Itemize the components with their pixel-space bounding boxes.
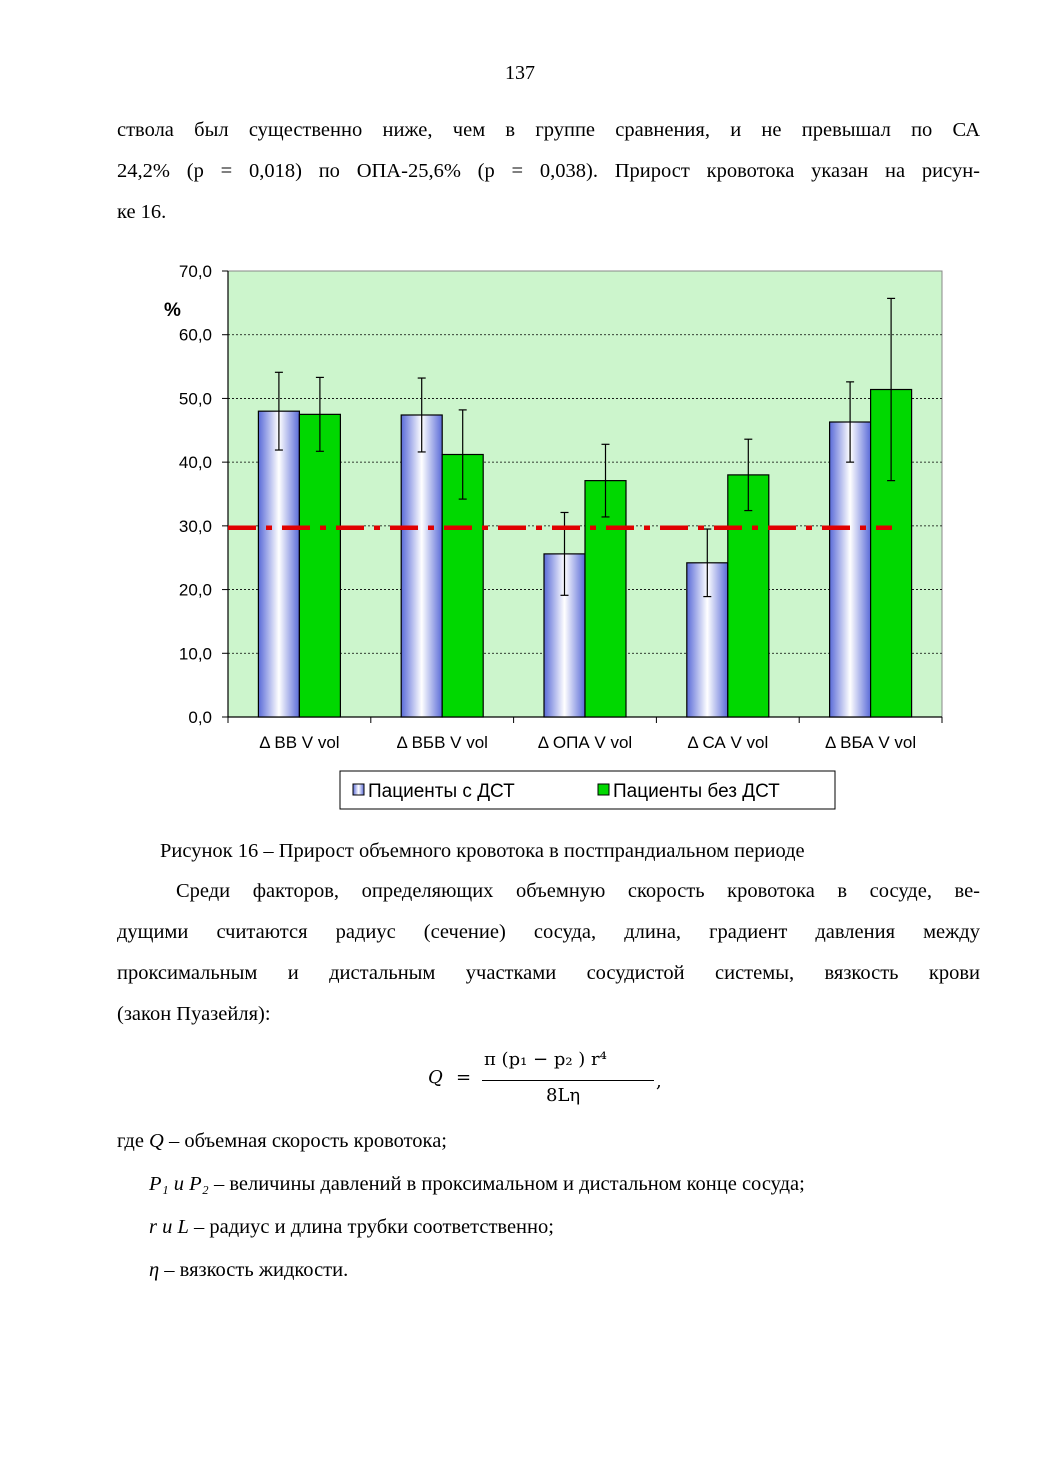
body-line: (закон Пуазейля): [117,1003,271,1025]
body-line: проксимальным и дистальным участками сосудистой системы, вязкость крови [117,962,980,984]
formula-denominator: 8Lη [546,1085,581,1106]
formula-comma: , [656,1071,662,1092]
intro-line: 24,2% (p = 0,018) по ОПА-25,6% (p = 0,038). Прирост кровотока указан на рисун- [117,160,980,182]
y-axis-label: % [164,300,181,321]
bar-dst [830,422,871,717]
body-line: дущими считаются радиус (сечение) сосуда, длина, градиент давления между [117,921,980,943]
x-tick-label: Δ ВБВ V vol [396,733,488,752]
y-tick-label: 30,0 [178,516,212,536]
x-tick-label: Δ ОПА V vol [537,733,633,752]
y-tick-label: 70,0 [178,262,212,281]
x-tick-label: Δ СА V vol [687,733,769,752]
y-tick-label: 0,0 [188,708,212,727]
chart-svg [150,255,950,820]
definition-text: – вязкость жидкости. [159,1259,349,1281]
definition-text: – объемная скорость кровотока; [163,1130,447,1152]
definitions-list [117,1120,805,1292]
definition-symbol: Q [149,1130,164,1152]
body-line: Среди факторов, определяющих объемную скорость кровотока в сосуде, ве- [176,880,980,902]
legend-swatch [353,784,364,795]
formula-lhs: Q [428,1067,443,1088]
legend-label: Пациенты с ДСТ [368,781,515,802]
definition-viscosity [117,1249,805,1292]
intro-paragraph [117,110,980,233]
formula-numerator: π (p₁ − p₂ ) r⁴ [484,1049,607,1070]
fraction-bar [482,1080,654,1081]
y-tick-label: 50,0 [178,389,212,409]
definition-radius-length [117,1206,805,1249]
body-paragraph [117,871,980,1035]
definition-symbol: r и L [149,1216,189,1238]
definition-pressures [117,1163,805,1206]
formula-equals: = [456,1067,472,1088]
figure-caption: Рисунок 16 – Прирост объемного кровотока в постпрандиальном периоде [160,840,805,862]
y-tick-label: 10,0 [178,644,212,664]
legend-label: Пациенты без ДСТ [613,781,780,802]
bar-dst [401,415,442,717]
y-tick-label: 40,0 [178,453,212,473]
page-number: 137 [505,62,535,84]
definition-q [117,1120,805,1163]
x-tick-label: Δ ВВ V vol [259,733,340,752]
x-tick-label: Δ ВБА V vol [825,733,917,752]
y-tick-label: 60,0 [178,325,212,345]
poiseuille-formula [428,1047,668,1117]
definition-symbol: η [149,1259,160,1281]
legend-swatch [598,784,609,795]
bar-chart [150,255,950,820]
definition-prefix: где [117,1130,150,1152]
bar-no-dst [728,475,769,717]
y-tick-label: 20,0 [178,580,212,600]
definition-text: – радиус и длина трубки соответственно; [188,1216,554,1238]
bar-no-dst [299,414,340,717]
definition-text: – величины давлений в проксимальном и дистальном конце сосуда; [208,1173,805,1195]
definition-symbol: P₁ и P₂ [149,1173,209,1195]
bar-dst [258,411,299,717]
intro-line: ствола был существенно ниже, чем в группе сравнения, и не превышал по СА [117,119,980,141]
intro-line: ке 16. [117,201,167,223]
